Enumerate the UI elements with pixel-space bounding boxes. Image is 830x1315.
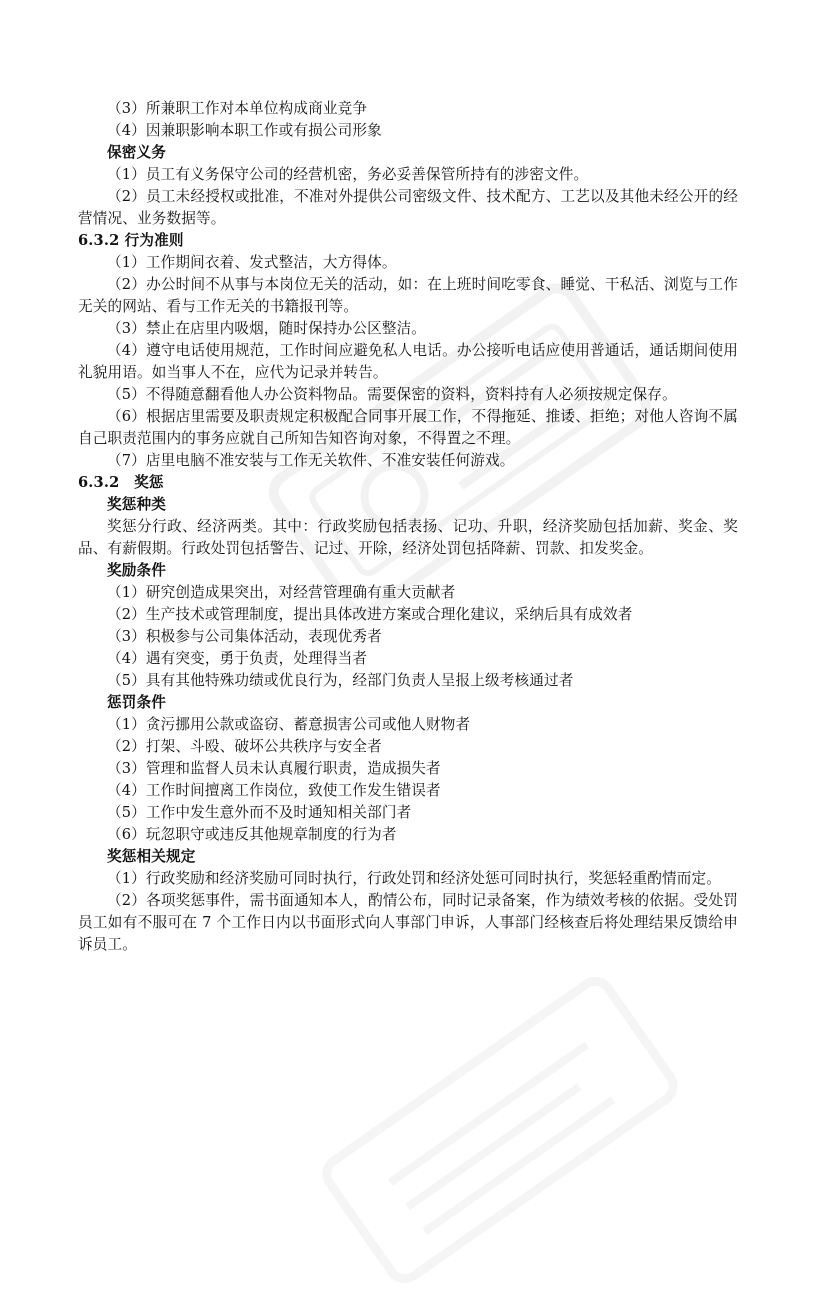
section-title-confidentiality: 保密义务 <box>107 144 166 161</box>
paragraph: 奖惩分行政、经济两类。其中：行政奖励包括表扬、记功、升职，经济奖励包括加薪、奖金、奖品、有薪假期。行政处罚包括警告、记过、开除，经济处罚包括降薪、罚款、扣发奖金。 <box>78 518 738 557</box>
list-item: （2）员工未经授权或批准，不准对外提供公司密级文件、技术配方、工艺以及其他未经公开的经营情况、业务数据等。 <box>78 188 738 227</box>
subsection-title-related-rules: 奖惩相关规定 <box>107 848 196 865</box>
watermark-stamp-icon <box>295 945 705 1315</box>
list-item: （1）工作期间衣着、发式整洁，大方得体。 <box>107 254 397 271</box>
section-heading-rewards: 6.3.2 奖惩 <box>78 474 164 491</box>
list-item: （3）所兼职工作对本单位构成商业竞争 <box>107 100 368 117</box>
list-item: （1）员工有义务保守公司的经营机密，务必妥善保管所持有的涉密文件。 <box>107 166 589 183</box>
list-item: （1）行政奖励和经济奖励可同时执行，行政处罚和经济处惩可同时执行，奖惩轻重酌情而定。 <box>107 870 721 887</box>
list-item: （2）打架、斗殴、破坏公共秩序与安全者 <box>107 738 382 755</box>
list-item: （1）贪污挪用公款或盗窃、蓄意损害公司或他人财物者 <box>107 716 471 733</box>
list-item: （4）因兼职影响本职工作或有损公司形象 <box>107 122 382 139</box>
list-item: （5）不得随意翻看他人办公资料物品。需要保密的资料，资料持有人必须按规定保存。 <box>107 386 677 403</box>
list-item: （4）工作时间擅离工作岗位，致使工作发生错误者 <box>107 782 441 799</box>
list-item: （6）根据店里需要及职责规定积极配合同事开展工作，不得拖延、推诿、拒绝；对他人咨询不属自己职责范围内的事务应就自己所知告知咨询对象，不得置之不理。 <box>78 408 738 447</box>
list-item: （6）玩忽职守或违反其他规章制度的行为者 <box>107 826 397 843</box>
section-heading-conduct: 6.3.2 行为准则 <box>78 232 184 249</box>
list-item: （5）具有其他特殊功绩或优良行为，经部门负责人呈报上级考核通过者 <box>107 672 574 689</box>
list-item: （5）工作中发生意外而不及时通知相关部门者 <box>107 804 412 821</box>
subsection-title-types: 奖惩种类 <box>107 496 166 513</box>
list-item: （2）生产技术或管理制度，提出具体改进方案或合理化建议，采纳后具有成效者 <box>107 606 633 623</box>
list-item: （4）遵守电话使用规范，工作时间应避免私人电话。办公接听电话应使用普通话，通话期间使用礼貌用语。如当事人不在，应代为记录并转告。 <box>78 342 738 381</box>
subsection-title-reward-conditions: 奖励条件 <box>107 562 166 579</box>
list-item: （3）积极参与公司集体活动，表现优秀者 <box>107 628 382 645</box>
list-item: （3）管理和监督人员未认真履行职责，造成损失者 <box>107 760 441 777</box>
list-item: （4）遇有突变，勇于负责，处理得当者 <box>107 650 368 667</box>
list-item: （3）禁止在店里内吸烟，随时保持办公区整洁。 <box>107 320 427 337</box>
document-body <box>78 98 738 956</box>
list-item: （1）研究创造成果突出，对经营管理确有重大贡献者 <box>107 584 456 601</box>
subsection-title-penalty-conditions: 惩罚条件 <box>107 694 166 711</box>
list-item: （2）各项奖惩事件，需书面通知本人，酌情公布，同时记录备案，作为绩效考核的依据。受处罚员工如有不服可在 7 个工作日内以书面形式向人事部门申诉，人事部门经核查后将处理结果反馈给申诉员工。 <box>78 892 738 953</box>
list-item: （7）店里电脑不准安装与工作无关软件、不准安装任何游戏。 <box>107 452 515 469</box>
list-item: （2）办公时间不从事与本岗位无关的活动，如：在上班时间吃零食、睡觉、干私活、浏览与工作无关的网站、看与工作无关的书籍报刊等。 <box>78 276 738 315</box>
